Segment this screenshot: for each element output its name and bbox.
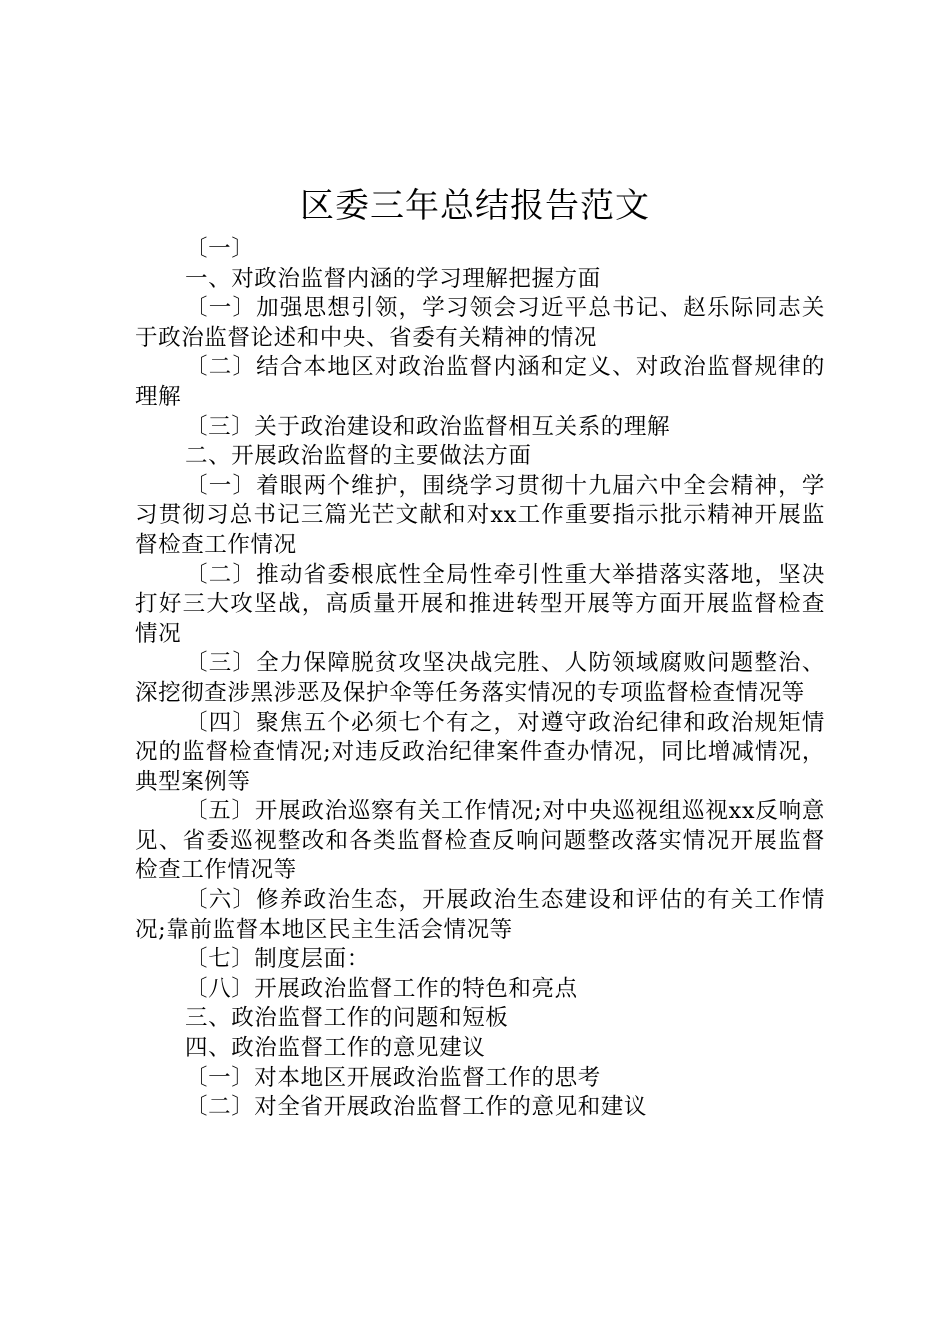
paragraph: 〔三〕关于政治建设和政治监督相互关系的理解 bbox=[185, 413, 671, 440]
paragraph: 〔一〕着眼两个维护，围绕学习贯彻十九届六中全会精神，学习贯彻习总书记三篇光芒文献和对xx工作重要指示批示精神开展监督检查工作情况 bbox=[135, 472, 825, 558]
paragraph: 〔三〕全力保障脱贫攻坚决战完胜、人防领域腐败问题整治、深挖彻查涉黑涉恶及保护伞等任务落实情况的专项监督检查情况等 bbox=[135, 650, 825, 706]
paragraph: 二、开展政治监督的主要做法方面 bbox=[185, 443, 532, 470]
paragraph: 〔二〕推动省委根底性全局性牵引性重大举措落实落地，坚决打好三大攻坚战，高质量开展和推进转型开展等方面开展监督检查情况 bbox=[135, 561, 825, 647]
paragraph: 〔一〕加强思想引领，学习领会习近平总书记、赵乐际同志关于政治监督论述和中央、省委有关精神的情况 bbox=[135, 295, 825, 351]
paragraph: 〔一〕对本地区开展政治监督工作的思考 bbox=[185, 1064, 601, 1091]
paragraph: 〔一〕 bbox=[185, 236, 255, 262]
paragraph: 四、政治监督工作的意见建议 bbox=[185, 1035, 486, 1062]
paragraph: 三、政治监督工作的问题和短板 bbox=[185, 1005, 509, 1032]
paragraph: 〔五〕开展政治巡察有关工作情况;对中央巡视组巡视xx反响意见、省委巡视整改和各类监督检查反响问题整改落实情况开展监督检查工作情况等 bbox=[135, 798, 825, 884]
paragraph: 〔八〕开展政治监督工作的特色和亮点 bbox=[185, 975, 578, 1002]
paragraph: 〔七〕制度层面： bbox=[185, 946, 370, 973]
paragraph: 〔二〕结合本地区对政治监督内涵和定义、对政治监督规律的理解 bbox=[135, 354, 825, 410]
paragraph: 〔四〕聚焦五个必须七个有之，对遵守政治纪律和政治规矩情况的监督检查情况;对违反政治纪律案件查办情况，同比增减情况，典型案例等 bbox=[135, 709, 825, 795]
paragraph: 〔二〕对全省开展政治监督工作的意见和建议 bbox=[185, 1094, 648, 1121]
document-title: 区委三年总结报告范文 bbox=[300, 186, 650, 226]
paragraph: 〔六〕修养政治生态，开展政治生态建设和评估的有关工作情况;靠前监督本地区民主生活会情况等 bbox=[135, 887, 825, 943]
paragraph: 一、对政治监督内涵的学习理解把握方面 bbox=[185, 265, 601, 292]
document-body bbox=[135, 235, 825, 1123]
